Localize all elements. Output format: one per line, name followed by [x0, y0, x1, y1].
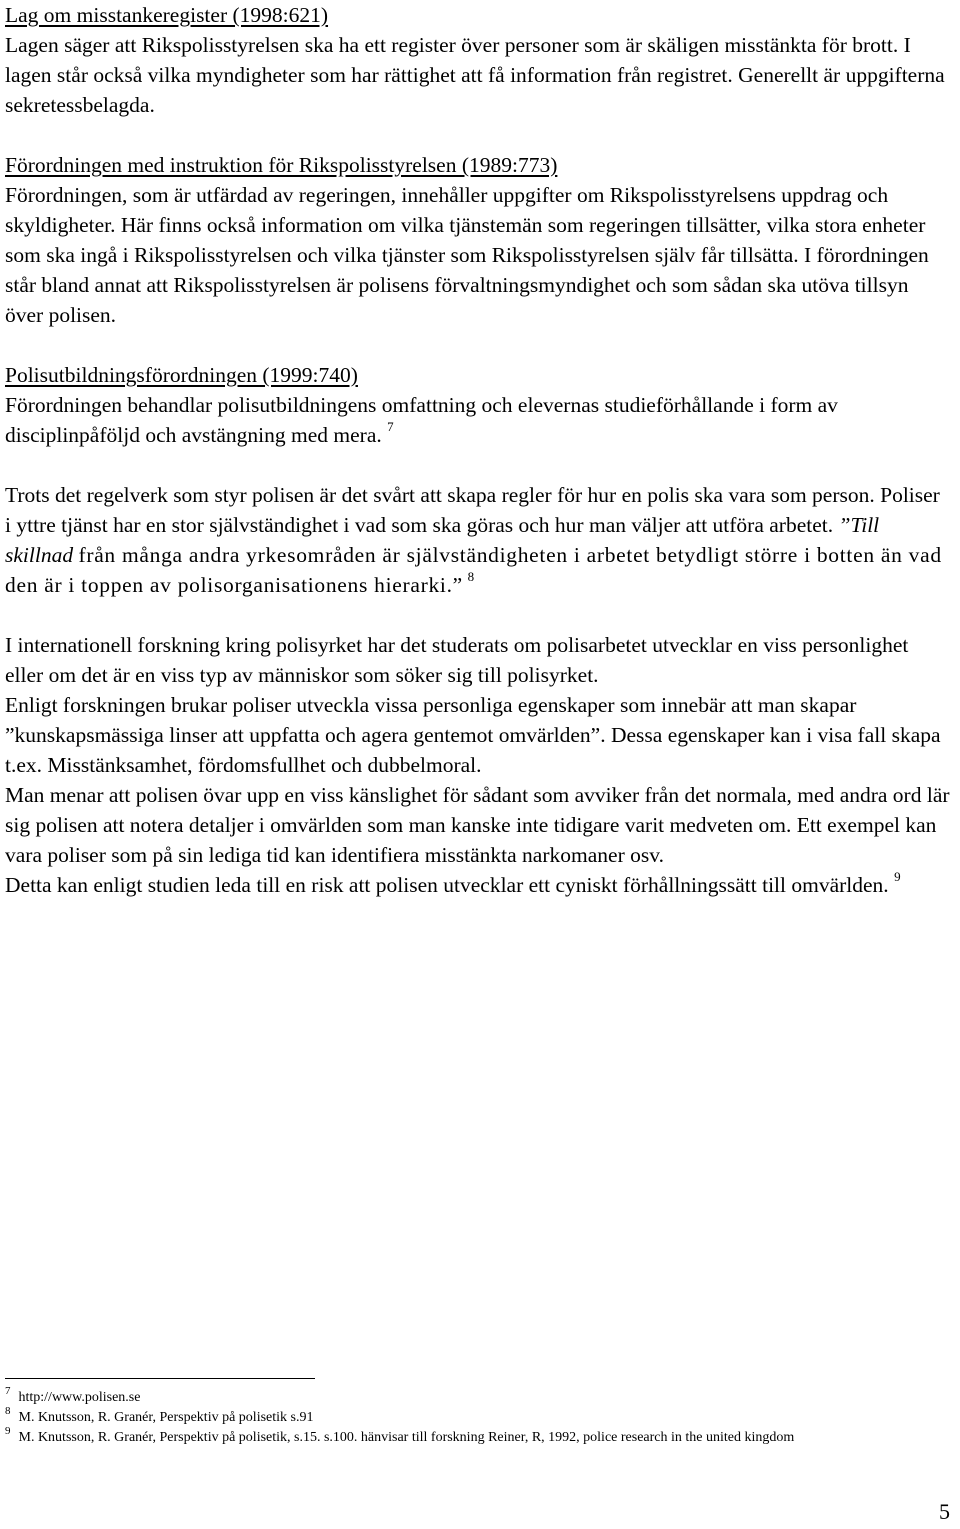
footnote-separator: [5, 1378, 315, 1379]
instruction-heading: Förordningen med instruktion för Rikspolisstyrelsen (1989:773): [5, 153, 558, 177]
kanslighet-paragraph: Man menar att polisen övar upp en viss känslighet för sådant som avviker från det normala, med andra ord lär sig polisen att notera detaljer i omvärlden som man kanske inte tidigare varit medveten om. Ett exempel kan vara poliser som på sin lediga tid kan identifiera misstänkta narkomaner osv.: [5, 783, 950, 867]
footnote-ref-9[interactable]: 9: [894, 869, 901, 884]
education-paragraph: [5, 390, 950, 450]
quote-open-mark: ”: [838, 513, 851, 537]
forskning-paragraph: I internationell forskning kring polisyrket har det studerats om polisarbetet utvecklar en viss personlighet eller om det är en viss typ av människor som söker sig till polisyrket.: [5, 633, 909, 687]
education-text: Förordningen behandlar polisutbildningens omfattning och elevernas studieförhållande i form av disciplinpåföljd och avstängning med mera.: [5, 393, 838, 447]
quote-close-mark: ”: [452, 573, 463, 597]
footnote-7: [5, 1385, 945, 1408]
footnote-ref-7[interactable]: 7: [387, 419, 394, 434]
egenskaper-paragraph: Enligt forskningen brukar poliser utveckla vissa personliga egenskaper som innebär att man skapar ”kunskapsmässiga linser att uppfatta och agera gentemot omvärlden”. Dessa egenskaper kan i visa fall skapa t.ex. Misstänksamhet, fördomsfullhet och dubbelmoral.: [5, 693, 941, 777]
footnote-number: 7: [5, 1385, 11, 1397]
footnote-text: M. Knutsson, R. Granér, Perspektiv på polisetik s.91: [18, 1410, 314, 1425]
footnote-link[interactable]: http://www.polisen.se: [18, 1390, 141, 1405]
quote-italic-text: Till skillnad: [5, 513, 880, 567]
regelverk-text: Trots det regelverk som styr polisen är det svårt att skapa regler för hur en polis ska vara som person. Poliser i yttre tjänst har en stor självständighet i vad som ska göras och hur man väljer att utföra arbetet.: [5, 483, 940, 537]
footnote-number: 9: [5, 1425, 11, 1437]
register-paragraph: Lagen säger att Rikspolisstyrelsen ska ha ett register över personer som är skäligen misstänkta för brott. I lagen står också vilka myndigheter som har rättighet att få information från registret. Generellt är uppgifterna sekretessbelagda.: [5, 33, 945, 117]
footnote-text: M. Knutsson, R. Granér, Perspektiv på polisetik, s.15. s.100. hänvisar till forskning Reiner, R, 1992, police research in the united kingdom: [18, 1430, 795, 1445]
footnote-number: 8: [5, 1405, 11, 1417]
footnote-8: [5, 1405, 945, 1428]
document-page: [5, 0, 950, 900]
regelverk-paragraph: [5, 480, 950, 600]
footnotes: [5, 1385, 945, 1448]
instruction-paragraph: Förordningen, som är utfärdad av regeringen, innehåller uppgifter om Rikspolisstyrelsens uppdrag och skyldigheter. Här finns också information om vilka tjänstemän som regeringen tillsätter, vilka stora enheter som ska ingå i Rikspolisstyrelsen och vilka tjänster som Rikspolisstyrelsen själv får tillsätta. I förordningen står bland annat att Rikspolisstyrelsen är polisens förvaltningsmyndighet och som sådan ska utöva tillsyn över polisen.: [5, 183, 929, 327]
page-number: 5: [939, 1499, 950, 1524]
quote-text: från många andra yrkesområden är självständigheten i arbetet betydligt större i botten än vad den är i toppen av polisorganisationens hierarki.: [5, 543, 942, 597]
education-heading: Polisutbildningsförordningen (1999:740): [5, 363, 358, 387]
cynism-text: Detta kan enligt studien leda till en risk att polisen utvecklar ett cyniskt förhållningssätt till omvärlden.: [5, 873, 889, 897]
cynism-paragraph: [5, 870, 950, 900]
register-heading: Lag om misstankeregister (1998:621): [5, 3, 329, 27]
footnote-9: [5, 1425, 945, 1448]
footnote-ref-8[interactable]: 8: [467, 569, 475, 584]
